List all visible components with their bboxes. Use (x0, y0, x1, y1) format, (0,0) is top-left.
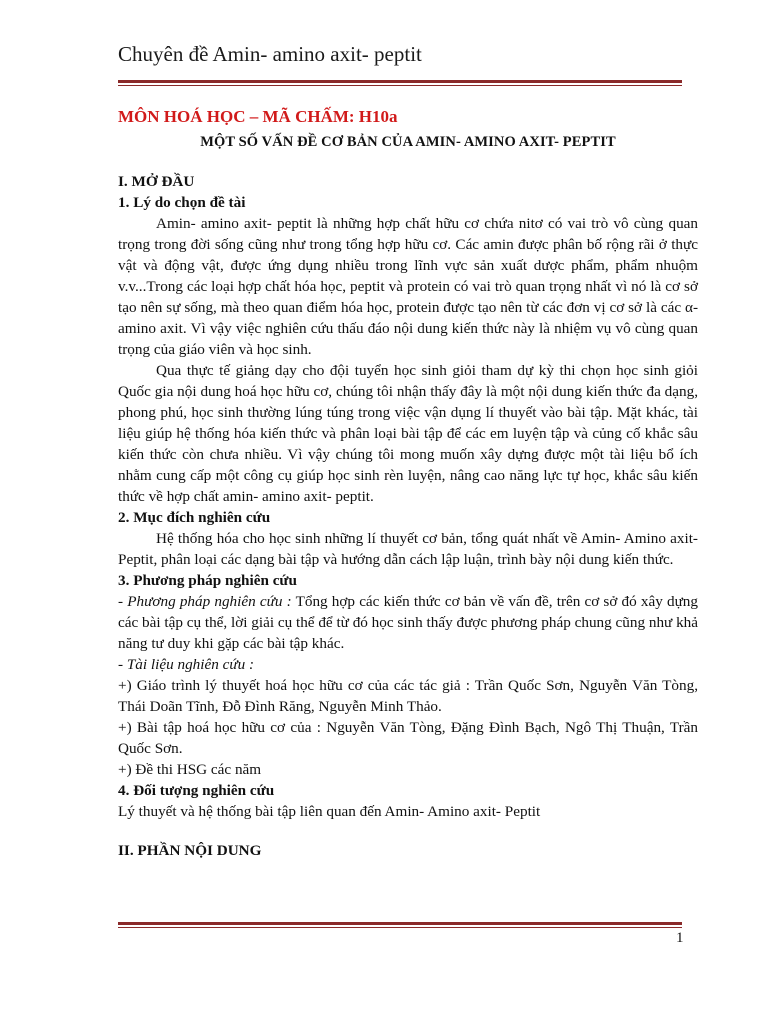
subject-code-title: MÔN HOÁ HỌC – MÃ CHẤM: H10a (118, 107, 398, 126)
document-subtitle: MỘT SỐ VẤN ĐỀ CƠ BẢN CỦA AMIN- AMINO AXIT- PEPTIT (200, 134, 616, 150)
subsection-heading-reason: 1. Lý do chọn đề tài (118, 194, 246, 211)
subsection-heading-subject: 4. Đối tượng nghiên cứu (118, 782, 275, 799)
section-heading-intro: I. MỞ ĐẦU (118, 173, 195, 190)
paragraph-purpose: Hệ thống hóa cho học sinh những lí thuyết cơ bản, tổng quát nhất về Amin- Amino axit- Peptit, phân loại các dạng bài tập và hướng dẫn cách lập luận, trình bày nội dung kiến thức. (118, 530, 698, 568)
docs-label: - Tài liệu nghiên cứu : (118, 656, 255, 673)
paragraph-subject: Lý thuyết và hệ thống bài tập liên quan đến Amin- Amino axit- Peptit (118, 803, 541, 820)
paragraph-method (118, 591, 698, 654)
method-label: - Phương pháp nghiên cứu : (118, 593, 292, 610)
header-rule (118, 80, 682, 86)
page-number: 1 (676, 930, 684, 946)
running-header: Chuyên đề Amin- amino axit- peptit (118, 42, 422, 66)
paragraph-reason-1: Amin- amino axit- peptit là những hợp chất hữu cơ chứa nitơ có vai trò vô cùng quan trọng trong đời sống cũng như trong tổng hợp hữu cơ. Các amin được phân bố rộng rãi ở thực vật và động vật, được ứng dụng nhiều trong lĩnh vực sản xuất dược phẩm, phẩm nhuộm v.v...Trong các loại hợp chất hóa học, peptit và protein có vai trò quan trọng nhất vì nó là cơ sở tạo nên sự sống, mà theo quan điểm hóa học, protein được tạo nên từ các đơn vị cơ sở là các α- amino axit. Vì vậy việc nghiên cứu thấu đáo nội dung kiến thức này là nhiệm vụ vô cùng quan trọng của giáo viên và học sinh. (118, 215, 698, 358)
reference-1: +) Giáo trình lý thuyết hoá học hữu cơ của các tác giả : Trần Quốc Sơn, Nguyễn Văn Tòng, Thái Doãn Tĩnh, Đỗ Đình Răng, Nguyễn Minh Thảo. (118, 677, 698, 715)
reference-2: +) Bài tập hoá học hữu cơ của : Nguyễn Văn Tòng, Đặng Đình Bạch, Ngô Thị Thuận, Trần Quốc Sơn. (118, 719, 698, 757)
reference-3: +) Đề thi HSG các năm (118, 761, 262, 778)
subsection-heading-purpose: 2. Mục đích nghiên cứu (118, 509, 271, 526)
subsection-heading-method: 3. Phương pháp nghiên cứu (118, 572, 297, 589)
page-body (118, 100, 698, 861)
paragraph-reason-2: Qua thực tế giảng dạy cho đội tuyển học sinh giỏi tham dự kỳ thi chọn học sinh giỏi Quốc gia nội dung hoá học hữu cơ, chúng tôi nhận thấy đây là một nội dung kiến thức đa dạng, phong phú, học sinh thường lúng túng trong việc vận dụng lí thuyết vào bài tập. Mặt khác, tài liệu giúp hệ thống hóa kiến thức và phân loại bài tập để các em luyện tập và củng cố khắc sâu kiến thức còn chưa nhiều. Vì vậy chúng tôi mong muốn xây dựng được một tài liệu bổ ích nhằm cung cấp một công cụ giúp học sinh rèn luyện, nâng cao năng lực tự học, khắc sâu kiến thức về hợp chất amin- amino axit- peptit. (118, 362, 698, 505)
method-text: Tổng hợp các kiến thức cơ bản về vấn đề, trên cơ sở đó xây dựng các bài tập cụ thể, lời giải cụ thể để từ đó học sinh thấy được phương pháp chung cũng như khả năng tư duy khi gặp các bài tập khác. (118, 593, 698, 652)
section-heading-content: II. PHẦN NỘI DUNG (118, 842, 262, 859)
footer-rule (118, 922, 682, 928)
